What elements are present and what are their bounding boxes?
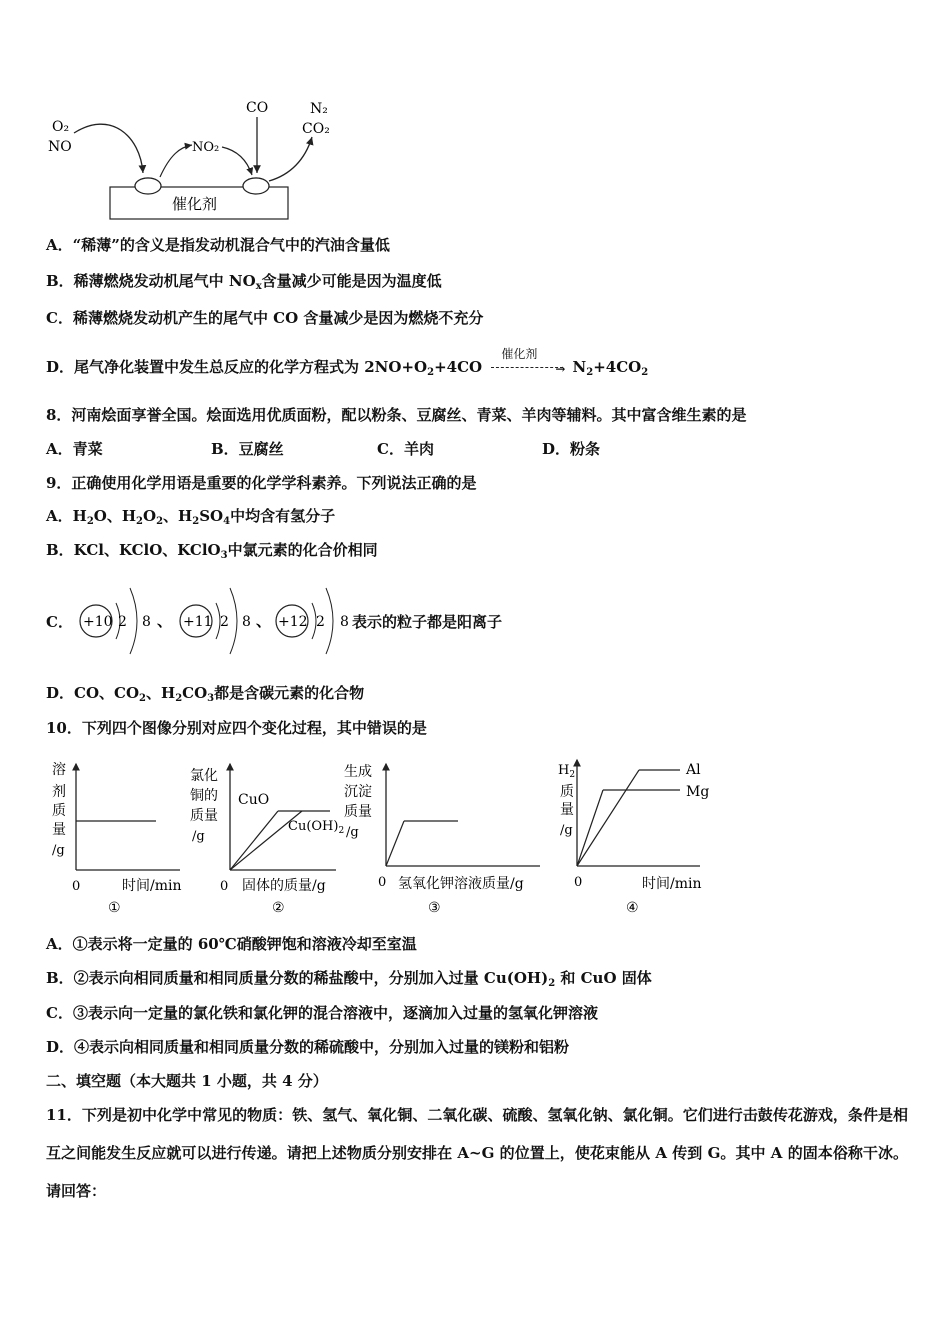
ion-structure-1 — [80, 588, 151, 654]
arrow-o2-no — [74, 124, 143, 173]
svg-text:Al: Al — [686, 762, 701, 778]
q8-option-d: D．粉条 — [542, 440, 601, 458]
svg-text:质量: 质量 — [190, 808, 218, 824]
svg-text:②: ② — [272, 900, 285, 916]
svg-text:H2: $H_2$ — [558, 763, 576, 780]
arrow-no2-down — [222, 147, 252, 175]
q10-option-d: D．④表示向相同质量和相同质量分数的稀硫酸中，分别加入过量的镁粉和铝粉 — [46, 1038, 570, 1056]
q7-option-c: C．稀薄燃烧发动机产生的尾气中 CO 含量减少是因为燃烧不充分 — [46, 309, 484, 327]
svg-text:质: 质 — [560, 784, 574, 800]
svg-text:生成: 生成 — [344, 764, 372, 780]
svg-text:CuO: CuO — [238, 792, 270, 808]
reaction-arrow: 催化剂 → — [487, 358, 567, 378]
svg-text:时间/min: 时间/min — [642, 876, 702, 892]
svg-text:时间/min: 时间/min — [122, 878, 182, 894]
svg-text:氯化: 氯化 — [190, 768, 218, 784]
svg-text:8: 8 — [340, 614, 349, 630]
q9-option-c-text: 表示的粒子都是阳离子 — [352, 613, 503, 631]
svg-text:+12: +12 — [278, 614, 308, 630]
q7-option-d: D．尾气净化装置中发生总反应的化学方程式为 $2NO+O_2+4CO$ 催化剂 → $N_2+4CO_2$ — [46, 347, 649, 378]
svg-text:、: 、 — [157, 612, 173, 630]
n2-label: N₂ — [310, 101, 328, 117]
q9-option-c-label: C． — [46, 613, 73, 631]
graph-1 — [52, 761, 182, 916]
svg-text:Mg: Mg — [686, 784, 710, 800]
q8-stem: 8．河南烩面享誉全国。烩面选用优质面粉，配以粉条、豆腐丝、青菜、羊肉等辅料。其中富含维生素的是 — [46, 406, 747, 424]
svg-text:2: 2 — [316, 614, 325, 630]
svg-text:8: 8 — [242, 614, 251, 630]
graph-2 — [190, 764, 344, 916]
svg-text:④: ④ — [626, 900, 639, 916]
q9-option-d: D．CO、$CO_2$、$H_2CO_3$都是含碳元素的化合物 — [46, 684, 365, 704]
q10-option-c: C．③表示向一定量的氯化铁和氯化钾的混合溶液中，逐滴加入过量的氢氧化钾溶液 — [46, 1004, 598, 1022]
q10-option-b: B．②表示向相同质量和相同质量分数的稀盐酸中，分别加入过量 $Cu(OH)_2$ 和 CuO 固体 — [46, 969, 652, 989]
svg-text:+11: +11 — [183, 614, 213, 630]
svg-text:/g: /g — [52, 843, 65, 858]
svg-text:0: 0 — [220, 879, 229, 894]
q8-option-b: B．豆腐丝 — [211, 440, 284, 458]
svg-text:2: 2 — [220, 614, 229, 630]
arrow-products — [269, 137, 312, 181]
svg-text:/g: /g — [560, 823, 573, 838]
svg-text:量: 量 — [52, 822, 66, 838]
svg-text:固体的质量/g: 固体的质量/g — [242, 878, 326, 894]
svg-text:质量: 质量 — [344, 804, 372, 820]
svg-text:、: 、 — [256, 612, 272, 630]
co2-label: CO₂ — [302, 121, 330, 137]
q8-option-c: C．羊肉 — [377, 440, 434, 458]
catalyst-diagram — [40, 95, 340, 225]
svg-text:沉淀: 沉淀 — [344, 784, 372, 800]
q7-option-a: A．“稀薄”的含义是指发动机混合气中的汽油含量低 — [46, 236, 390, 254]
q10-stem: 10．下列四个图像分别对应四个变化过程，其中错误的是 — [46, 719, 427, 737]
svg-text:2: 2 — [118, 614, 127, 630]
q10-option-a: A．①表示将一定量的 60℃硝酸钾饱和溶液冷却至室温 — [46, 935, 417, 953]
catalyst-label: 催化剂 — [172, 195, 218, 213]
svg-text:剂: 剂 — [52, 784, 66, 800]
section-2-heading: 二、填空题（本大题共 1 小题，共 4 分） — [46, 1072, 328, 1090]
q11-stem: 11．下列是初中化学中常见的物质：铁、氢气、氧化铜、二氧化碳、硫酸、氢氧化钠、氯化铜。它们进行击鼓传花游戏，条件是相互之间能发生反应就可以进行传递。请把上述物质分别安排在 A~G 的位置上，使花束能从 A 传到 G。其中 A 的固本俗称干冰。请回答： — [46, 1106, 908, 1200]
graph-4 — [558, 760, 709, 916]
svg-text:铜的: 铜的 — [190, 788, 218, 804]
svg-text:质: 质 — [52, 803, 66, 819]
svg-text:0: 0 — [72, 879, 81, 894]
q9-option-b: B．KCl、KClO、KClO$_3$中氯元素的化合价相同 — [46, 541, 378, 561]
q9-option-a: A．$H_2O$、$H_2O_2$、$H_2SO_4$中均含有氢分子 — [46, 507, 336, 527]
svg-text:③: ③ — [428, 900, 441, 916]
o2-label: O₂ — [52, 119, 70, 135]
svg-text:0: 0 — [574, 875, 583, 890]
arrow-no2 — [160, 145, 192, 177]
svg-text:/g: /g — [192, 829, 205, 844]
svg-text:/g: /g — [346, 825, 359, 840]
no2-label: NO₂ — [192, 140, 220, 155]
svg-text:8: 8 — [142, 614, 151, 630]
graph-3 — [344, 763, 540, 916]
svg-text:Cu(OH)2: $Cu(OH)_2$ — [288, 819, 345, 836]
ion-structure-2 — [180, 588, 251, 654]
ion-structure-3 — [276, 588, 349, 654]
svg-text:量: 量 — [560, 802, 574, 818]
svg-text:+10: +10 — [83, 614, 113, 630]
svg-text:氢氧化钾溶液质量/g: 氢氧化钾溶液质量/g — [398, 876, 524, 892]
no-label: NO — [48, 139, 72, 155]
ion-structures — [72, 578, 362, 663]
q8-option-a: A．青菜 — [46, 440, 103, 458]
svg-text:溶: 溶 — [52, 762, 66, 778]
q10-graphs — [40, 752, 720, 920]
q7-option-b: B．稀薄燃烧发动机尾气中 $NO_x$含量减少可能是因为温度低 — [46, 272, 442, 292]
svg-text:①: ① — [108, 900, 121, 916]
svg-text:0: 0 — [378, 875, 387, 890]
q9-stem: 9．正确使用化学用语是重要的化学学科素养。下列说法正确的是 — [46, 474, 477, 492]
co-label: CO — [246, 100, 269, 116]
